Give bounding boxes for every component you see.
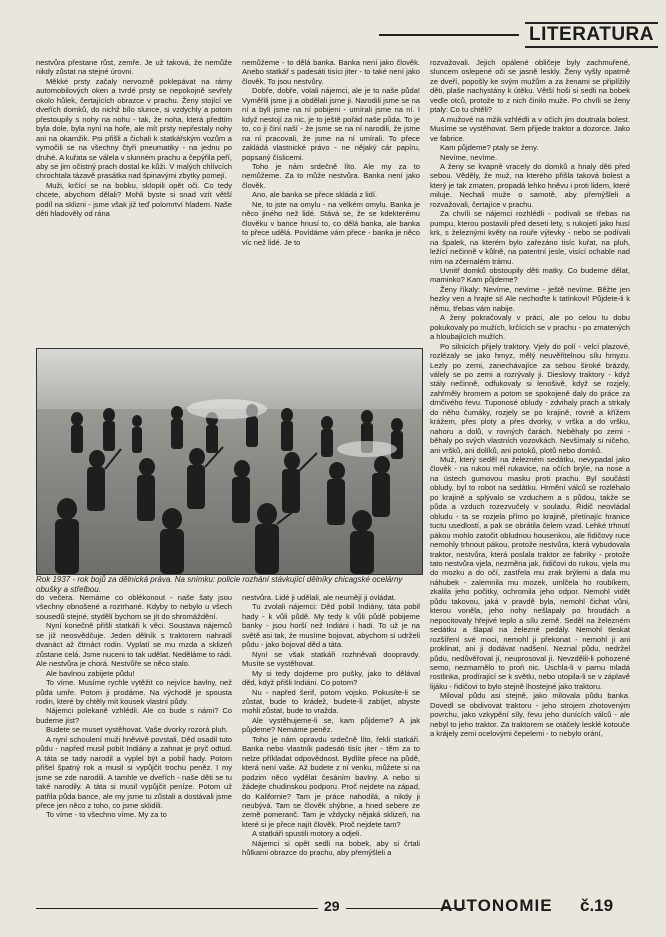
paragraph: Ale bavlnou zabijete půdu! xyxy=(46,668,135,678)
issue-number: č.19 xyxy=(580,896,614,915)
paragraph: nemůžeme - to dělá banka. Banka není jako člověk. Anebo statkář s padesáti tisíci jiter - to také není jako člověk. To jsou nestvůry. xyxy=(242,58,420,86)
paragraph: Ale vystěhujeme-li se, kam půjdeme? A jak půjdeme? Nemáme peněz. xyxy=(242,715,420,735)
text-column-bottom-2 xyxy=(242,593,420,903)
paragraph: Nájemci polekaně vzhlédli. Ale co bude s námi? Co budeme jíst? xyxy=(36,706,232,725)
section-title: LITERATURA xyxy=(525,22,658,48)
paragraph: Toho je nám opravdu srdečně líto, řekli statkáři. Banka nebo vlastník padesáti tisíc jiter - těm za to nelze příkladat odpovědnost. Bydlíte přece na půdě, která není vaše. Až budete z ní venku, můžete si na podzim něco vydělat česáním bavlny. A nebo si žádejte chudinskou podporu. Proč nejdete na západ, do Kalifornie? Tam je práce nahodilá, a nikdy ji neubývá. Tam se člověk shýbne, a hned sebere ze země pomeranč. Tam je vždycky nějaká sklizeň, na které si je přece najít člověk. Proč nejdete tam? xyxy=(242,734,420,829)
paragraph: Za chvíli se nájemci rozhlédli - podívali se třebas na pumpu, kterou postavili před deseti lety, s rukojetí jako husí krk, s železnými květy na rouře výlevky - nebo se podívali na špalek, na kterém bylo zařezáno tisíc kuřat, na pluh, ležící nečinně v kůlně, na patentní jesle, visící ochable nad ním na zčernalém trámu. xyxy=(430,209,630,266)
paragraph: Ano, ale banka se přece skládá z lidí. xyxy=(252,190,378,200)
paragraph: Muž, který seděl na železném sedátku, nevypadal jako člověk - na rukou měl rukavice, na očích brýle, na nose a na ústech gumovou masku proti prachu. Byl součástí obludy, byl to robot na sedátku. Hrmění válců se rozléhalo po krajině a splývalo se vzduchem a s půdou, takže se půda a vzduch rozezvučely v souladu. Řidič neovládal obludu - ta se rozjela přímo po krajině, přetínajíc hranice tuctu usedlostí, a pak se obrátila čelem vzad. Lehké trhnutí pákou mohlo zatočit obludnou housenkou, ale řidičovy ruce nemohly trhnout pákou, protože nestvůra, která vybudovala traktor, nestvůra, která poslala traktor ze fabriky - protože tato nestvůra vjela, nezměna jak, řidičovi do rukou, vjela mu do mozku a do očí, zastřela mu zrak brýlemi a dala mu náhubek - zalemnila mu mozek, umlčela ho roubíkem, zkalila jeho počitky, ochromila jeho odpor. Nemohl vidět půdu takovou, jaká v pravdě byla, nemohl čichat vůni, kterou voněla, jeho nohy nešlapaly po hroudách a nepocitovaly hřejivé teplo a sílu země. Seděl na železném sedátku a šlapal na železné pedály. Nemohl tleskat rozšíření své moci, nemohl ji překonat - nemohl ji ani proklinat, ani ji dodávat nadšení. Neznal půdu, nedržel půdu, nedůvěřoval jí, neuprosoval ji. Nevzdělil-li pohozené semo, nezmarnělo to proň nic. Uschla-li v parnu mladá rostlinka, prodírající se k světlu, nebo utopila-li se v záplavě lijáku - řidičovi to bylo stejně lhostejné jako traktoru. xyxy=(430,455,630,691)
paragraph: Miloval půdu asi stejně, jako milovala půdu banka. Dovedl se obdivovat traktoru - jeho strojem zhotoveným povrchu, jako vzkypění síly, řevu jeho dunících válců - ale nebyl to jeho traktor. Za traktorem se otáčely lesklé kotouče a krájely zemi ocelovými čepelemi - to nebylo orání, xyxy=(430,691,630,739)
text-column-3 xyxy=(430,58,630,903)
paragraph: To víme - to všechno víme. My za to xyxy=(46,810,167,820)
text-column-1 xyxy=(36,58,232,343)
paragraph: Nyní se však statkáři rozhněvali doopravdy. Musíte se vystěhovat. xyxy=(242,649,420,669)
photo-caption: Rok 1937 - rok bojů za dělnická práva. Na snímku: policie rozhání stávkující dělníky chicagské ocelárny obušky a střelbou. xyxy=(36,575,403,594)
text-column-2 xyxy=(242,58,420,343)
page-number: 29 xyxy=(318,898,346,914)
paragraph: nestvůra. Lidé ji udělali, ale neumějí ji ovládat. xyxy=(242,593,396,602)
paragraph: Muži, krčící se na bobku, sklopili opět oči. Co tedy chcete, abychom dělali? Mohli byste si snad vzít větší podíl na sklizni - jsme však již teď polomrtví hladem. Naše děti hladověly od rána xyxy=(36,180,232,219)
paragraph: nestvůra přestane růst, zemře. Je už taková, že nemůže nikdy zůstat na stejné úrovni. xyxy=(36,58,232,77)
paragraph: To víme. Musíme rychle vytěžit co nejvíce bavlny, než půda umře. Potom ji prodáme. Na východě je spousta rodin, které by chtěly mít kousek vlastní půdy. xyxy=(36,678,232,706)
crowd-photo-illustration xyxy=(37,349,422,574)
paragraph: Měkké prsty začaly nervozně poklepávat na rámy automobilových oken a tvrdé prsty se nepokojně sevřely okolo hůlek, čertajících obrazce v prachu. Ženy stojící ve dveřích domků, do nichž bílo slunce, si vzdychly a potom přestoupily s nohy na nohu - tak, že noha, která předtím byla dole, byla nyní na hoře, ale mít prsty nepřestaly nohy ani na okamžik. Psi přišli a čichali k statkářským vozům a vymočili se na všechny čtyři pneumatiky - na jednu po druhé. A kuřata se válela v slunném prachu a čepýřila peří, aby se jim očistný prach dostal ke kůži. V malých chlívcích chrochtala tázavě prasátka nad špinavými zbytky pomejí. xyxy=(36,76,232,181)
paragraph: A nyní schoulení muži hněvivě povstali. Děd osadil tuto půdu - napřed musil pobít Indiány a zahnat je pryč odtud. A táta se tady narodil a vyplel být a pobil hady. Potom přišel špatný rok a musil si vypůjčit trochu peněz. I my jsme se zde narodili. A tamhle ve dveřích - naše děti se tu také narodily. A táta si musil vypůjčit peníze. Potom už patřila půda bance, ale my jsme tu zůstali a dostávali jsme přece jen něco z toho, co jsme sklidili. xyxy=(36,734,232,810)
paragraph: Po silnicích přijely traktory. Vjely do polí - velcí plazové, rozlézaly se jako hmyz, mělý neuvěřitelnou sílu hmyzu. Lezly po zemi, zanechávajíce za sebou široké brázdy, válely se po zemi a rozrývaly ji. Dieslovy traktory - když stály nečinně, odfukovaly si lenošivě, když se rozjely, zahřměly hromem a potom se spokojeně daly do práce za drnčivého řevu. Tuponosé obludy - zdvihaly prach a strkaly do něho čumáky, rozjely se po krajině, rovně a křížem krážem, přes ploty a přes dvorky, v vrška a do vršku, nahoru a dolů, v rovných čarách. Neběhaly po zemi - běhaly po svých vlastních vozovkách. Nevšímaly si ničeho, ani vršků, ani dolíků, ani potoků, plotů nebo domků. xyxy=(430,341,630,455)
paragraph: Nájemci si opět sedli na bobek, aby si črtali hůlkami obrazce do prachu, aby přemýšleli a xyxy=(242,838,420,858)
section-header xyxy=(379,22,658,48)
paragraph: do večera. Nemáme co oblékonout - naše šaty jsou všechny obnošené a roztrhané. Kdyby to nebylo u všech sousedů stejné, stydělí bychom se jít do shromáždění. xyxy=(36,593,232,621)
paragraph: A statkáři spustili motory a odjeli. xyxy=(252,829,362,839)
paragraph: Kam půjdeme? ptaly se ženy. xyxy=(440,143,539,153)
paragraph: rozvažovali. Jejich opálené obličeje byly zachmuřené, sluncem oslepené oči se jasně leskly. Ženy vyšly opatrně ze dveří, popošly ke svým mužům a za ženami se připlížily děti, plaše nachystány k útěku. Větší hoši si sedli na bobek vedle otců, protože to z nich činilo muže. Po chvíli se ženy ptaly: Co tu chtěli? xyxy=(430,58,630,115)
paragraph: Budete se muset vystěhovat. Vaše dvorky rozorá pluh. xyxy=(46,725,228,735)
paragraph: Nu - napřed šerif, potom vojsko. Pokusíte-li se zůstat, bude to krádež, budete-li zabíjet, abyste mohli zůstat, bude to vražda. xyxy=(242,687,420,716)
paragraph: A ženy se kvapně vracely do domků a hnaly děti před sebou. Věděly, že muž, na kterého přišla taková bolest a který je tak zmaten, propadá lehko hněvu i proti lidem, které miluje. Nechali muže o samotě, aby přemýšleli a rozvažovali, čertajíce v prachu. xyxy=(430,161,630,209)
header-rule xyxy=(379,34,519,36)
paragraph: Nevíme, nevíme. xyxy=(440,152,498,162)
paragraph: A mužové na mžik vzhlédli a v očích jim doutnala bolest. Musíme se vystěhovat. Sem přijede traktor a dozorce. Jako ve fabrice. xyxy=(430,114,630,143)
paragraph: Tu zvolali nájemci: Děd pobil Indiány, táta pobil hady - k vůli půdě. My tedy k vůli půdě pobijeme banky - jsou horší než Indiáni i hadi. To už je na světě asi tak, že musíme bojovat, abychom si udrželi půdu - jako bojoval děd a táta. xyxy=(242,602,420,650)
paragraph: My si tedy dojdeme pro pušky, jako to dělával děd, když přišli Indiáni. Co potom? xyxy=(242,668,420,688)
text-column-bottom-1 xyxy=(36,593,232,903)
paragraph: Dobře, dobře, volali nájemci, ale je to naše půda! Vyměřili jsme ji a obdělali jsme ji. Narodili jsme se na ní a byli jsme na ní pobijeni - umírali jsme na ní. I když nestojí za nic, je to ještě pořád naše půda. To je to, co ji činí naší - že jsme se na ní narodili, že jsme na ní pracovali, že jsme na ní umírali. To přece zakládá vlastnické právo - ne nějaký cár papíru, popsaný číslicemi. xyxy=(242,86,420,162)
paragraph: Uvnitř domků obstoupily děti matky. Co budeme dělat, maminko? Kam půjdeme? xyxy=(430,265,630,285)
news-photo xyxy=(36,348,423,575)
paragraph: Ženy říkaly: Nevíme, nevíme - ještě nevíme. Běžte jen hezky ven a hrajte si! Ale nechoďte k tatínkovi! Půjdete-li k němu, třebas vám nabije. xyxy=(430,284,630,313)
footer-rule xyxy=(36,908,466,909)
magazine-title: AUTONOMIE xyxy=(440,896,553,915)
paragraph: Ne, to jste na omylu - na velkém omylu. Banka je něco jiného než lidé. Stává se, že se kdekterému člověku v bance hnusí to, co dělá banka, ale banka to přece udělá. Povídáme vám přece - banka je něco víc než lidé. Je to xyxy=(242,199,420,247)
paragraph: Toho je nám srdečně líto. Ale my za to nemůžeme. Za to může nestvůra. Banka není jako člověk. xyxy=(242,161,420,190)
paragraph: Nyní konečně přišli statkáři k věci. Soustava nájemců se již neosvědčuje. Jeden dělník s traktorem nahradí dvanáct až čtrnáct rodin. Vyplatí se mu mzda a sklizeň zůstane celá. Jsme nuceni to tak udělat. Neděláme to rádi. Ale nestvůra je chorá. Nestvůře se něco stalo. xyxy=(36,621,232,669)
paragraph: A ženy pokračovaly v práci, ale po celou tu dobu pokukovaly po mužích, krčících se v prachu - po zmatených a hloubajících mužích. xyxy=(430,313,630,342)
